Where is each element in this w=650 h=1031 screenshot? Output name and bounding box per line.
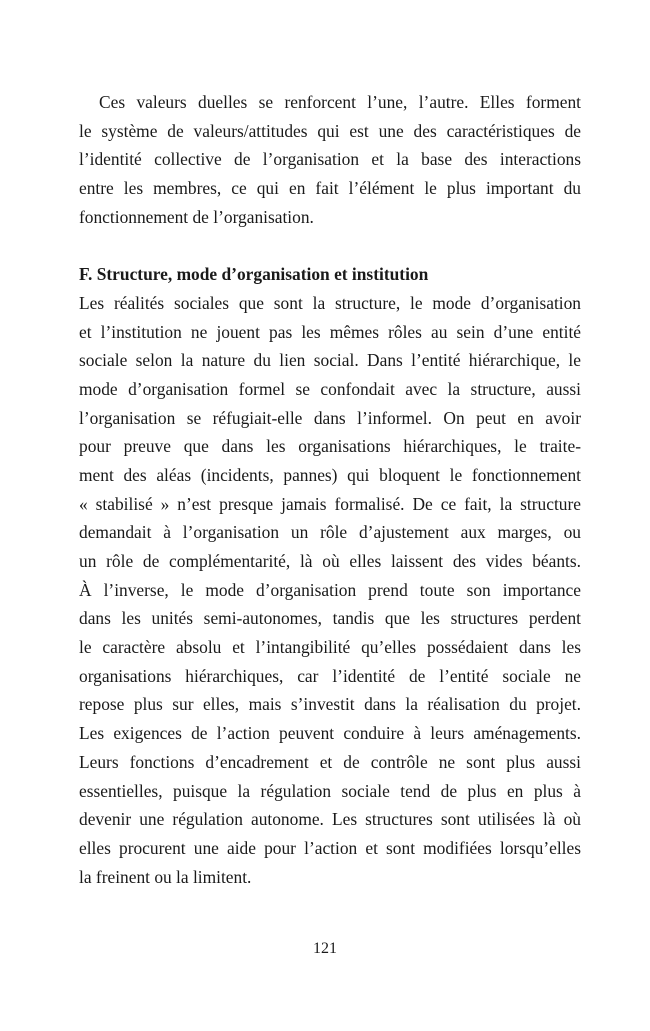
text-line: et l’institution ne jouent pas les mêmes rôles au sein d’une entité xyxy=(79,321,581,342)
text-line: la freinent ou la limitent. xyxy=(79,866,252,887)
text-line: À l’inverse, le mode d’organisation prend toute son importance xyxy=(79,579,581,600)
text-line: Les exigences de l’action peuvent conduire à leurs aménagements. xyxy=(79,723,581,744)
text-line: Leurs fonctions d’encadrement et de contrôle ne sont plus aussi xyxy=(79,751,581,772)
text-line: pour preuve que dans les organisations hiérarchiques, le traite- xyxy=(79,436,581,457)
text-line: essentielles, puisque la régulation sociale tend de plus en plus à xyxy=(79,780,581,801)
text-line: elles procurent une aide pour l’action et sont modifiées lorsqu’elles xyxy=(79,837,581,858)
text-line: mode d’organisation formel se confondait avec la structure, aussi xyxy=(79,378,581,399)
text-line: « stabilisé » n’est presque jamais formalisé. De ce fait, la structure xyxy=(79,493,581,514)
text-line: le caractère absolu et l’intangibilité qu’elles possédaient dans les xyxy=(79,637,581,658)
text-line: ment des aléas (incidents, pannes) qui bloquent le fonctionnement xyxy=(79,464,581,485)
text-line: devenir une régulation autonome. Les structures sont utilisées là où xyxy=(79,809,581,830)
text-line: Ces valeurs duelles se renforcent l’une, l’autre. Elles forment xyxy=(99,92,581,112)
section-heading: F. Structure, mode d’organisation et institution xyxy=(79,264,429,285)
paragraph-spacer xyxy=(79,231,581,260)
text-line: sociale selon la nature du lien social. Dans l’entité hiérarchique, le xyxy=(79,350,581,371)
text-line: un rôle de complémentarité, là où elles laissent des vides béants. xyxy=(79,551,581,571)
text-line: repose plus sur elles, mais s’investit dans la réalisation du projet. xyxy=(79,694,581,715)
text-line: le système de valeurs/attitudes qui est une des caractéristiques de xyxy=(79,120,581,141)
page-body xyxy=(79,88,581,891)
text-line: demandait à l’organisation un rôle d’ajustement aux marges, ou xyxy=(79,522,581,543)
text-line: entre les membres, ce qui en fait l’élément le plus important du xyxy=(79,178,581,199)
page-number: 121 xyxy=(313,940,337,957)
text-line: Les réalités sociales que sont la structure, le mode d’organisation xyxy=(79,292,581,313)
text-line: organisations hiérarchiques, car l’identité de l’entité sociale ne xyxy=(79,665,581,686)
text-line: fonctionnement de l’organisation. xyxy=(79,206,314,227)
paragraph-structure xyxy=(79,289,581,891)
paragraph-intro xyxy=(79,88,581,231)
text-line: l’organisation se réfugiait-elle dans l’informel. On peut en avoir xyxy=(79,407,581,428)
text-line: dans les unités semi-autonomes, tandis que les structures perdent xyxy=(79,608,581,629)
text-line: l’identité collective de l’organisation et la base des interactions xyxy=(79,149,581,170)
